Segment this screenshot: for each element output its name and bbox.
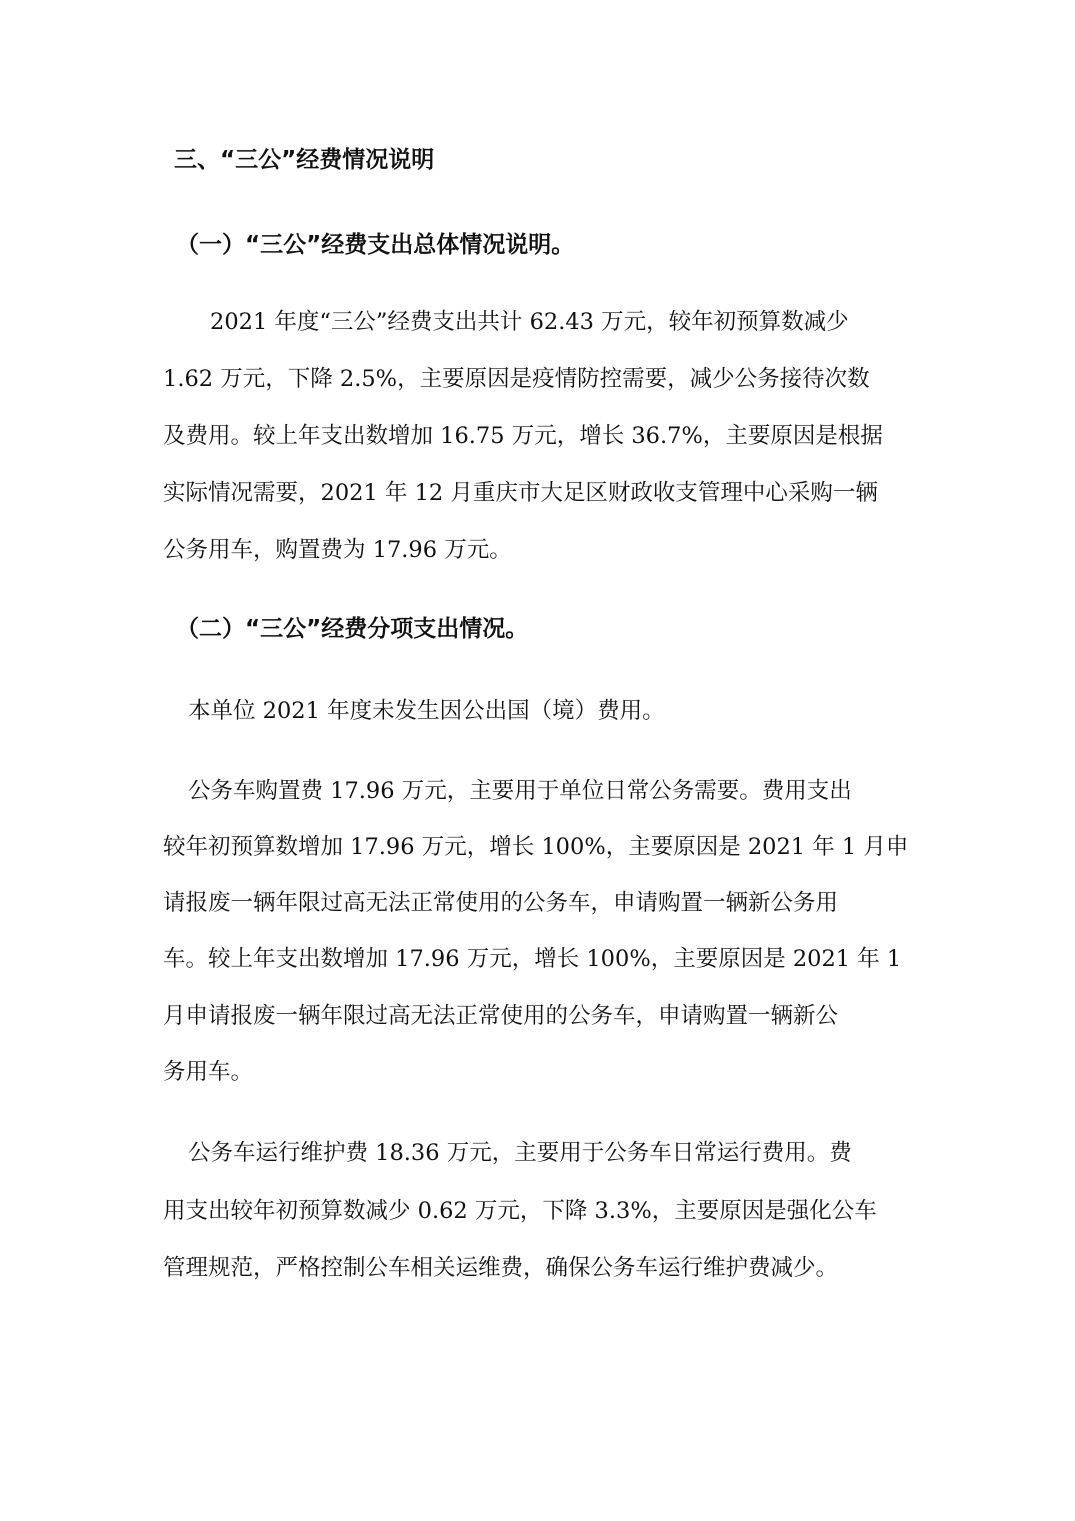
paragraph-line: 公务用车，购置费为 17.96 万元。: [163, 537, 512, 563]
paragraph-line: 及费用。较上年支出数增加 16.75 万元，增长 36.7%，主要原因是根据: [163, 423, 883, 449]
subsection-title-overall: （一）“三公”经费支出总体情况说明。: [176, 232, 575, 258]
section-title: 三、“三公”经费情况说明: [174, 147, 435, 173]
paragraph-line: 请报废一辆年限过高无法正常使用的公务车，申请购置一辆新公务用: [163, 890, 839, 916]
paragraph-line: 管理规范，严格控制公车相关运维费，确保公务车运行维护费减少。: [163, 1255, 839, 1281]
paragraph-line: 公务车运行维护费 18.36 万元，主要用于公务车日常运行费用。费: [188, 1140, 852, 1166]
paragraph-line: 车。较上年支出数增加 17.96 万元，增长 100%，主要原因是 2021 年 1: [163, 946, 902, 972]
paragraph-line: 实际情况需要，2021 年 12 月重庆市大足区财政收支管理中心采购一辆: [163, 480, 878, 506]
paragraph-line: 本单位 2021 年度未发生因公出国（境）费用。: [188, 698, 665, 724]
paragraph-line: 1.62 万元，下降 2.5%，主要原因是疫情防控需要，减少公务接待次数: [163, 366, 870, 392]
paragraph-line: 月申请报废一辆年限过高无法正常使用的公务车，申请购置一辆新公: [163, 1003, 839, 1029]
paragraph-line: 用支出较年初预算数减少 0.62 万元，下降 3.3%，主要原因是强化公车: [163, 1198, 877, 1224]
subsection-title-itemized: （二）“三公”经费分项支出情况。: [176, 616, 529, 642]
paragraph-line: 2021 年度“三公”经费支出共计 62.43 万元，较年初预算数减少: [210, 309, 849, 335]
paragraph-line: 较年初预算数增加 17.96 万元，增长 100%，主要原因是 2021 年 1 月申: [163, 834, 909, 860]
paragraph-line: 公务车购置费 17.96 万元，主要用于单位日常公务需要。费用支出: [188, 778, 852, 804]
paragraph-line: 务用车。: [163, 1059, 254, 1085]
